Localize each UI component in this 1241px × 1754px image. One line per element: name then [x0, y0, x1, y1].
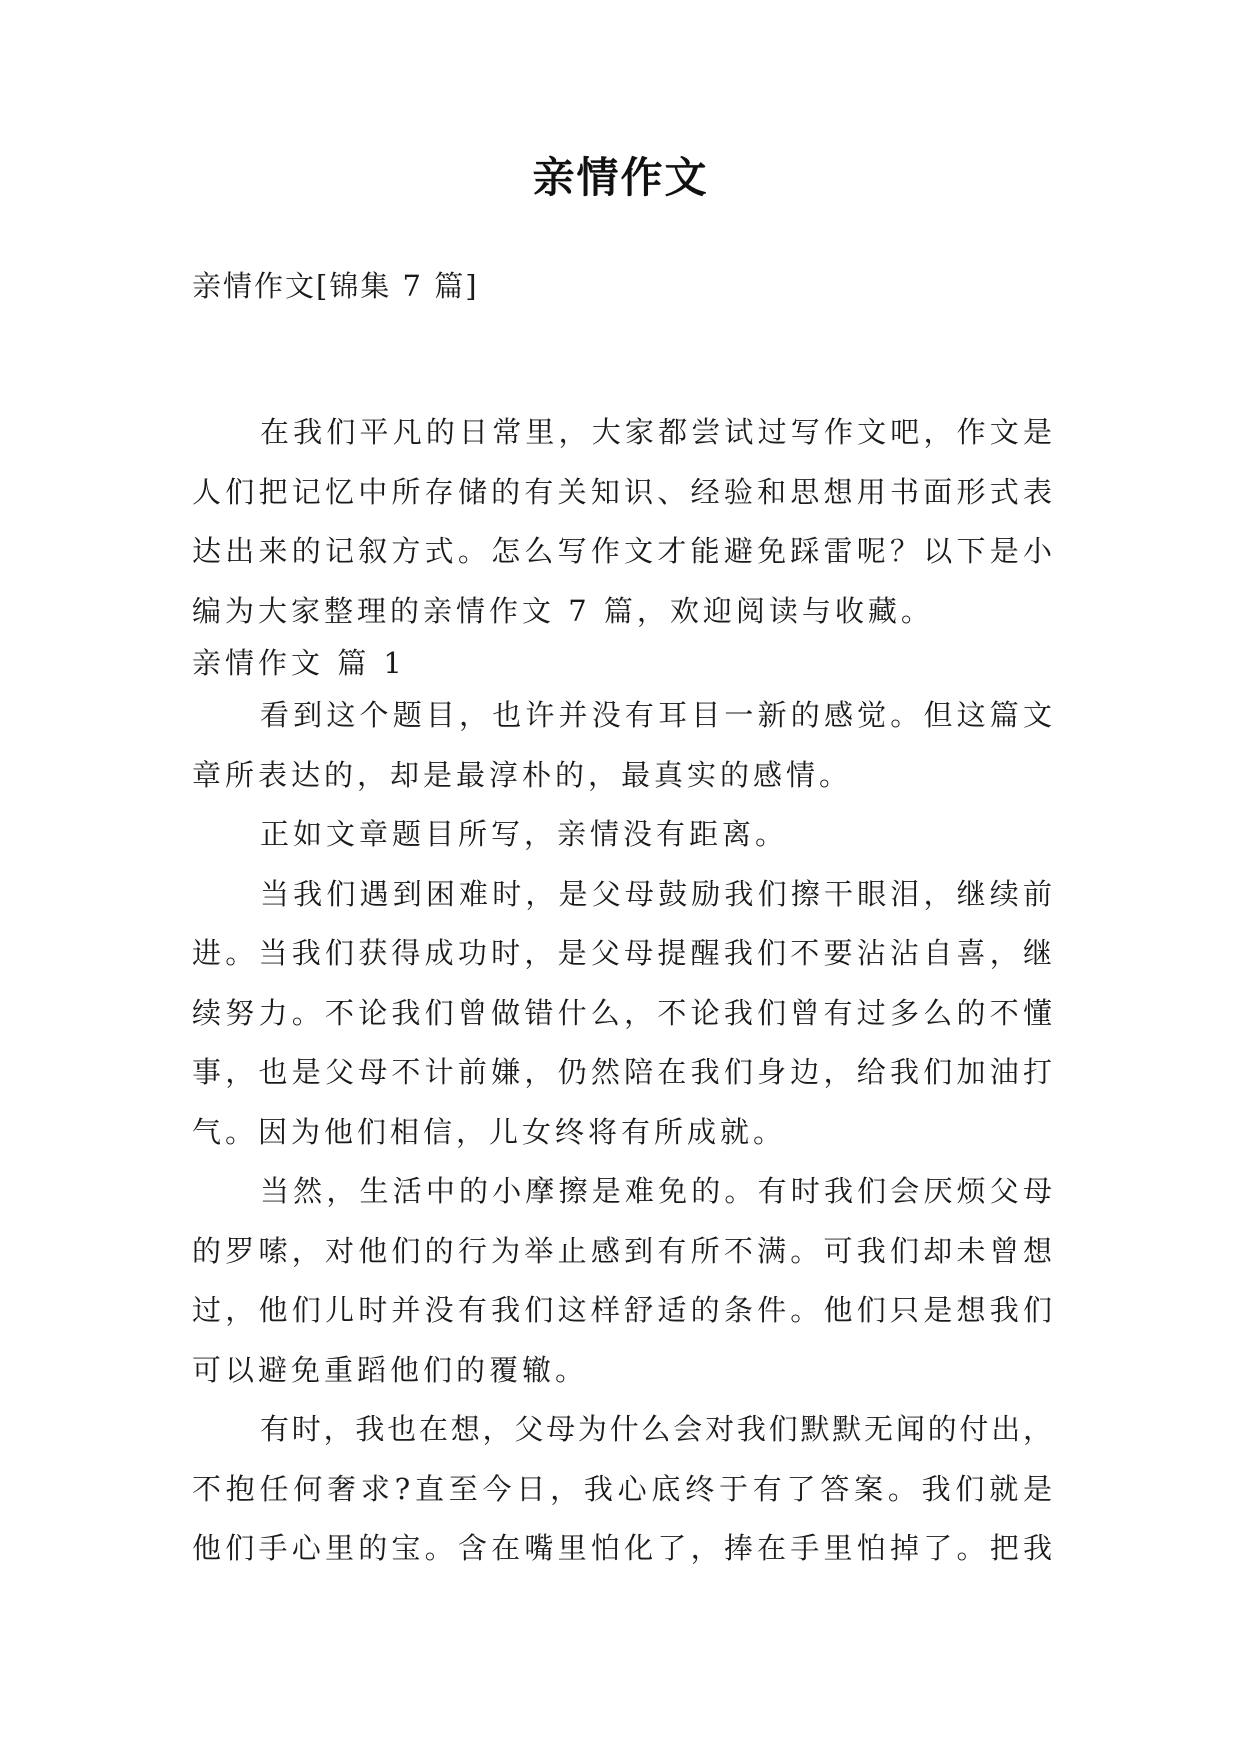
- paragraph-line: 气。因为他们相信，儿女终将有所成就。: [192, 1114, 787, 1149]
- paragraph-line: 人们把记忆中所存储的有关知识、经验和思想用书面形式表: [192, 474, 1052, 509]
- paragraph-line: 进。当我们获得成功时，是父母提醒我们不要沾沾自喜，继: [192, 936, 1052, 970]
- paragraph-line: 在我们平凡的日常里，大家都尝试过写作文吧，作文是: [260, 415, 1052, 449]
- section-heading: 亲情作文 篇 1: [192, 646, 406, 680]
- paragraph-line: 不抱任何奢求?直至今日，我心底终于有了答案。我们就是: [192, 1471, 1052, 1506]
- paragraph-line: 看到这个题目，也许并没有耳目一新的感觉。但这篇文: [260, 698, 1052, 732]
- paragraph-line: 正如文章题目所写，亲情没有距离。: [260, 817, 789, 851]
- document-subtitle: 亲情作文[锦集 7 篇]: [192, 269, 479, 303]
- document-body: [192, 403, 1052, 1579]
- paragraph-line: 可以避免重蹈他们的覆辙。: [192, 1352, 589, 1387]
- paragraph-line: 事，也是父母不计前嫌，仍然陪在我们身边，给我们加油打: [192, 1055, 1052, 1089]
- paragraph-line: 他们手心里的宝。含在嘴里怕化了，捧在手里怕掉了。把我: [192, 1531, 1052, 1565]
- paragraph-line: 编为大家整理的亲情作文 7 篇，欢迎阅读与收藏。: [192, 593, 934, 628]
- paragraph-line: 有时，我也在想，父母为什么会对我们默默无闻的付出，: [260, 1412, 1052, 1446]
- paragraph-line: 的罗嗦，对他们的行为举止感到有所不满。可我们却未曾想: [192, 1233, 1052, 1268]
- paragraph-line: 章所表达的，却是最淳朴的，最真实的感情。: [192, 757, 853, 792]
- paragraph-line: 当我们遇到困难时，是父母鼓励我们擦干眼泪，继续前: [260, 876, 1052, 911]
- paragraph-line: 达出来的记叙方式。怎么写作文才能避免踩雷呢？以下是小: [192, 534, 1052, 568]
- document-title: 亲情作文: [532, 153, 709, 202]
- paragraph-line: 过，他们儿时并没有我们这样舒适的条件。他们只是想我们: [192, 1293, 1052, 1327]
- paragraph-line: 续努力。不论我们曾做错什么，不论我们曾有过多么的不懂: [192, 995, 1052, 1030]
- paragraph-line: 当然，生活中的小摩擦是难免的。有时我们会厌烦父母: [260, 1174, 1052, 1208]
